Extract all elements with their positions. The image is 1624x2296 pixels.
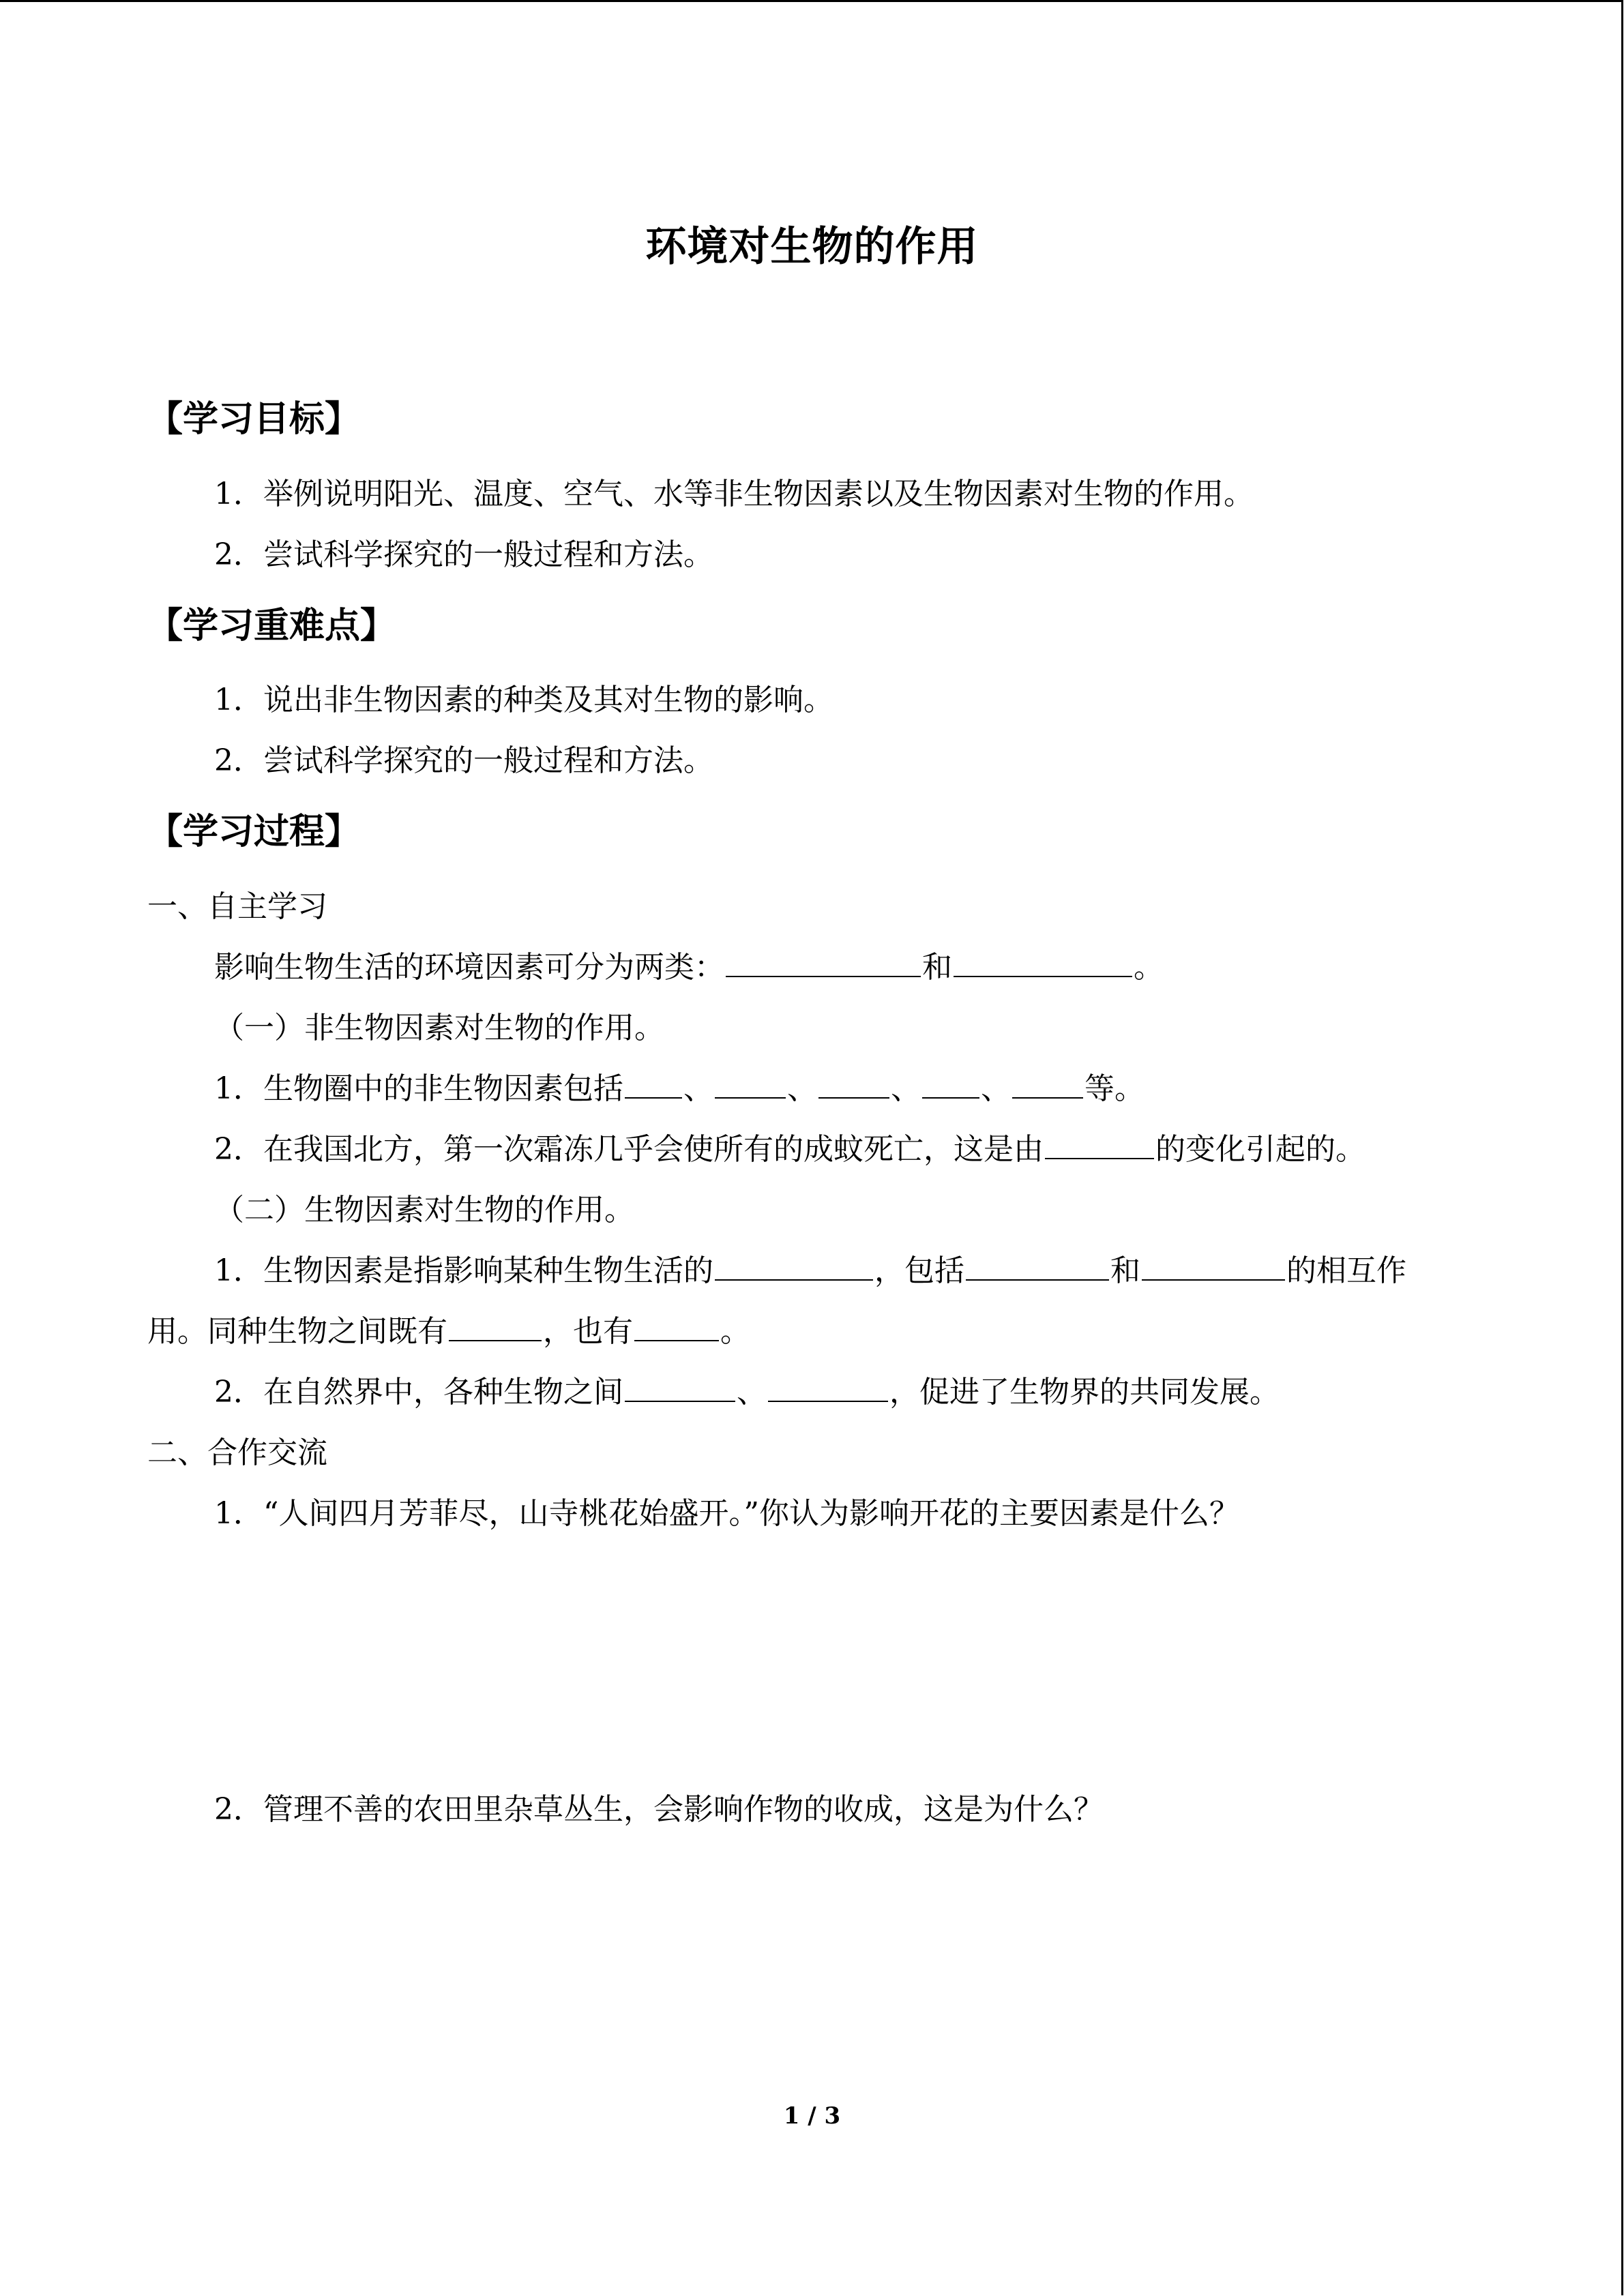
sub2-heading: （二）生物因素对生物的作用。 xyxy=(214,1193,634,1227)
intro-text-a: 影响生物生活的环境因素可分为两类： xyxy=(214,950,724,985)
answer-blank[interactable] xyxy=(625,1373,735,1402)
question-text-end: 的变化引起的。 xyxy=(1155,1132,1365,1167)
answer-blank[interactable] xyxy=(1012,1070,1083,1099)
process-heading: 【学习过程】 xyxy=(147,811,361,852)
question-text: 1．生物圈中的非生物因素包括 xyxy=(214,1071,623,1106)
question-text: ，包括 xyxy=(874,1253,964,1288)
answer-blank[interactable] xyxy=(922,1070,979,1099)
question-text: 2．在自然界中，各种生物之间 xyxy=(214,1375,623,1410)
objective-item: 1．举例说明阳光、温度、空气、水等非生物因素以及生物因素对生物的作用。 xyxy=(214,477,1254,511)
answer-blank[interactable] xyxy=(768,1373,888,1402)
answer-blank[interactable] xyxy=(1045,1131,1154,1159)
sub1-question-2 xyxy=(214,1131,1365,1169)
answer-blank[interactable] xyxy=(715,1070,786,1099)
key-point-item: 2．尝试科学探究的一般过程和方法。 xyxy=(214,743,713,778)
answer-blank[interactable] xyxy=(966,1252,1109,1281)
part2-heading: 二、合作交流 xyxy=(147,1435,327,1470)
key-point-item: 1．说出非生物因素的种类及其对生物的影响。 xyxy=(214,683,833,717)
question-text: ，也有 xyxy=(543,1314,633,1349)
part2-question-2: 2．管理不善的农田里杂草丛生，会影响作物的收成，这是为什么？ xyxy=(214,1792,1104,1827)
part1-heading: 一、自主学习 xyxy=(147,889,327,924)
sub1-question-1 xyxy=(214,1070,1145,1108)
intro-text-b: 和 xyxy=(922,950,952,985)
question-text: 和 xyxy=(1110,1253,1140,1288)
question-text: 用。同种生物之间既有 xyxy=(147,1314,447,1349)
separator: 、 xyxy=(787,1071,817,1106)
intro-line xyxy=(214,949,1164,987)
answer-blank[interactable] xyxy=(726,949,921,977)
separator: 、 xyxy=(737,1375,767,1410)
document-title: 环境对生物的作用 xyxy=(645,223,979,271)
question-text-end: 。 xyxy=(720,1314,750,1349)
answer-blank[interactable] xyxy=(818,1070,889,1099)
question-text: 2．在我国北方，第一次霜冻几乎会使所有的成蚊死亡，这是由 xyxy=(214,1132,1044,1167)
sub2-question-1-line1 xyxy=(214,1252,1406,1290)
separator: 、 xyxy=(891,1071,921,1106)
separator: 、 xyxy=(683,1071,713,1106)
answer-blank[interactable] xyxy=(954,949,1132,977)
sub2-question-2 xyxy=(214,1373,1280,1412)
key-points-heading: 【学习重难点】 xyxy=(147,606,396,646)
question-text-end: ，促进了生物界的共同发展。 xyxy=(889,1375,1280,1410)
question-text: 的相互作 xyxy=(1286,1253,1406,1288)
objective-item: 2．尝试科学探究的一般过程和方法。 xyxy=(214,537,713,572)
question-text: 1．生物因素是指影响某种生物生活的 xyxy=(214,1253,713,1288)
answer-blank[interactable] xyxy=(449,1313,542,1341)
separator: 、 xyxy=(981,1071,1011,1106)
page-number: 1 / 3 xyxy=(783,2102,841,2130)
answer-blank[interactable] xyxy=(625,1070,682,1099)
intro-text-c: 。 xyxy=(1134,950,1164,985)
sub1-heading: （一）非生物因素对生物的作用。 xyxy=(214,1011,664,1045)
answer-blank[interactable] xyxy=(634,1313,719,1341)
answer-blank[interactable] xyxy=(715,1252,873,1281)
question-text-end: 等。 xyxy=(1084,1071,1145,1106)
objectives-heading: 【学习目标】 xyxy=(147,399,361,440)
part2-question-1: 1．“人间四月芳菲尽，山寺桃花始盛开。”你认为影响开花的主要因素是什么？ xyxy=(214,1496,1239,1531)
sub2-question-1-line2 xyxy=(147,1313,750,1351)
answer-blank[interactable] xyxy=(1142,1252,1285,1281)
